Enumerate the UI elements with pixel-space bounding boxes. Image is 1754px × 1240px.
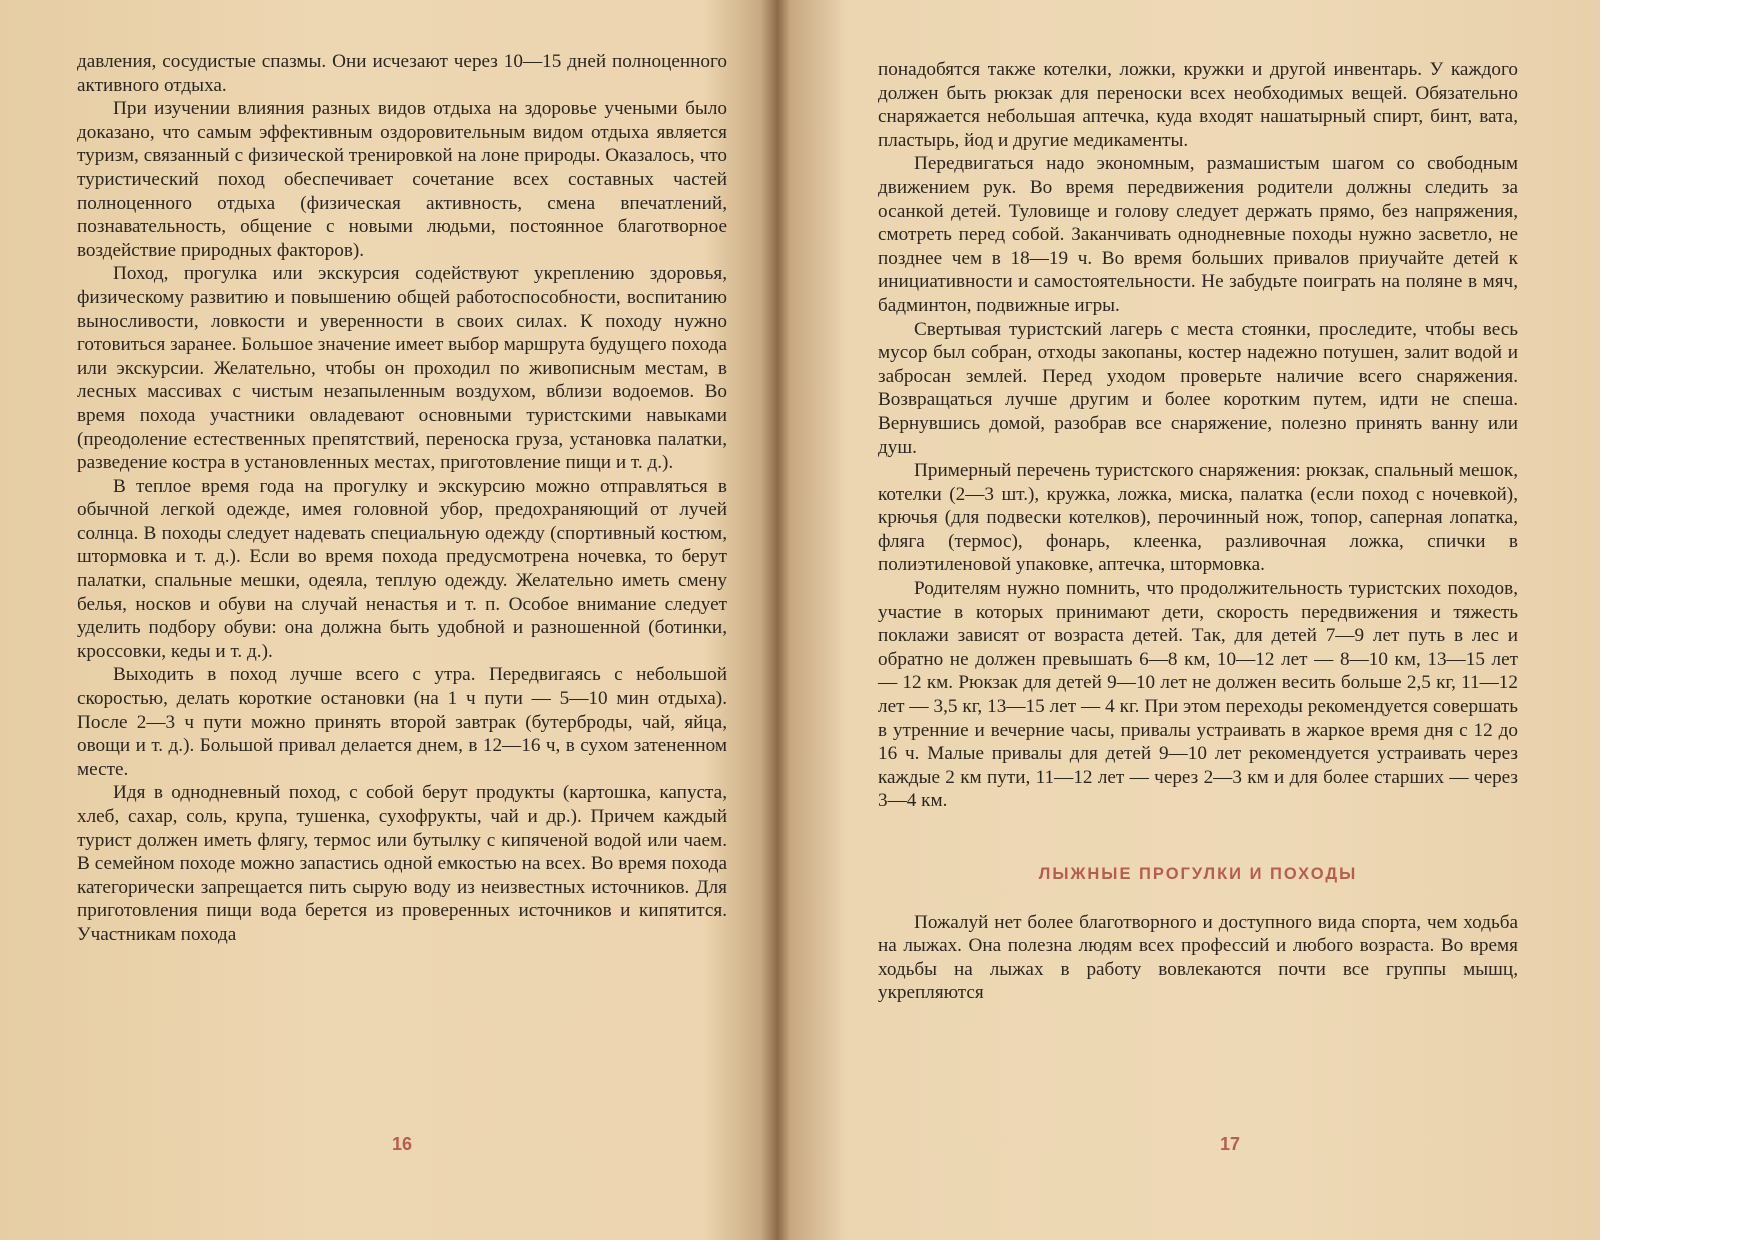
paragraph: Пожалуй нет более благотворного и доступного вида спорта, чем ходьба на лыжах. Она полезна людям всех профессий и любого возраста. Во время ходьбы на лыжах в работу вовлекаются почти все группы мышц, укрепляются bbox=[878, 911, 1518, 1004]
left-page bbox=[0, 0, 790, 1240]
paragraph: Родителям нужно помнить, что продолжительность туристских походов, участие в которых принимают дети, скорость передвижения и тяжесть поклажи зависят от возраста детей. Так, для детей 7—9 лет путь в лес и обратно не должен превышать 6—8 км, 10—12 лет — 8—10 км, 13—15 лет — 12 км. Рюкзак для детей 9—10 лет не должен весить больше 2,5 кг, 11—12 лет — 3,5 кг, 13—15 лет — 4 кг. При этом переходы рекомендуется совершать в утренние и вечерние часы, привалы устраивать в жаркое время дня с 12 до 16 ч. Малые привалы для детей 9—10 лет рекомендуется устраивать через каждые 2 км пути, 11—12 лет — через 2—3 км и для более старших — через 3—4 км. bbox=[878, 578, 1518, 812]
paragraph: Выходить в поход лучше всего с утра. Передвигаясь с небольшой скоростью, делать короткие остановки (на 1 ч пути — 5—10 мин отдыха). После 2—3 ч пути можно принять второй завтрак (бутерброды, чай, яйца, овощи и т. д.). Большой привал делается днем, в 12—16 ч, в сухом затененном месте. bbox=[77, 664, 727, 780]
page-number: 17 bbox=[1219, 1134, 1241, 1154]
paragraph: При изучении влияния разных видов отдыха на здоровье учеными было доказано, что самым эффективным оздоровительным видом отдыха является туризм, связанный с физической тренировкой на лоне природы. Оказалось, что туристический поход обеспечивает сочетание всех составных частей полноценного отдыха (физическая активность, смена впечатлений, познавательность, общение с новыми людьми, постоянное благотворное воздействие природных факторов). bbox=[77, 98, 727, 261]
paragraph: Свертывая туристский лагерь с места стоянки, проследите, чтобы весь мусор был собран, отходы закопаны, костер надежно потушен, залит водой и забросан землей. Перед уходом проверьте наличие всего снаряжения. Возвращаться лучше другим и более коротким путем, идти не спеша. Вернувшись домой, разобрав все снаряжение, полезно принять ванну или душ. bbox=[878, 318, 1518, 458]
right-page-text bbox=[878, 58, 1518, 1005]
paragraph: Передвигаться надо экономным, размашистым шагом со свободным движением рук. Во время передвижения родители должны следить за осанкой детей. Туловище и голову следует держать прямо, без напряжения, смотреть перед собой. Заканчивать однодневные походы нужно засветло, не позднее чем в 18—19 ч. Во время больших привалов приучайте детей к инициативности и самостоятельности. Не забудьте поиграть на поляне в мяч, бадминтон, подвижные игры. bbox=[878, 153, 1518, 316]
paragraph: Идя в однодневный поход, с собой берут продукты (картошка, капуста, хлеб, сахар, соль, крупа, тушенка, сухофрукты, чай и др.). Причем каждый турист должен иметь флягу, термос или бутылку с кипяченой водой или чаем. В семейном походе можно запастись одной емкостью на всех. Во время похода категорически запрещается пить сырую воду из неизвестных источников. Для приготовления пищи вода берется из проверенных источников и кипятится. Участникам похода bbox=[77, 782, 727, 945]
paragraph: давления, сосудистые спазмы. Они исчезают через 10—15 дней полноценного активного отдыха. bbox=[77, 51, 727, 96]
page-number: 16 bbox=[391, 1134, 413, 1154]
paragraph: понадобятся также котелки, ложки, кружки и другой инвентарь. У каждого должен быть рюкзак для переноски всех необходимых вещей. Обязательно снаряжается небольшая аптечка, куда входят нашатырный спирт, бинт, вата, пластырь, йод и другие медикаменты. bbox=[878, 59, 1518, 151]
paragraph: Примерный перечень туристского снаряжения: рюкзак, спальный мешок, котелки (2—3 шт.), кружка, ложка, миска, палатка (если поход с ночевкой), крючья (для подвески котелков), перочинный нож, топор, саперная лопатка, фляга (термос), фонарь, клеенка, разливочная ложка, спички в полиэтиленовой упаковке, аптечка, штормовка. bbox=[878, 460, 1518, 576]
section-heading: ЛЫЖНЫЕ ПРОГУЛКИ И ПОХОДЫ bbox=[1038, 865, 1358, 883]
left-page-text bbox=[77, 50, 727, 947]
right-page bbox=[790, 0, 1600, 1240]
paragraph: Поход, прогулка или экскурсия содействуют укреплению здоровья, физическому развитию и повышению общей работоспособности, воспитанию выносливости, ловкости и уверенности в своих силах. К походу нужно готовиться заранее. Большое значение имеет выбор маршрута будущего похода или экскурсии. Желательно, чтобы он проходил по живописным местам, в лесных массивах с чистым незапыленным воздухом, вблизи водоемов. Во время похода участники овладевают основными туристскими навыками (преодоление естественных препятствий, переноска груза, установка палатки, разведение костра в установленных местах, приготовление пищи и т. д.). bbox=[77, 263, 727, 474]
paragraph: В теплое время года на прогулку и экскурсию можно отправляться в обычной легкой одежде, имея головной убор, предохраняющий от лучей солнца. В походы следует надевать специальную одежду (спортивный костюм, штормовка и т. д.). Если во время похода предусмотрена ночевка, то берут палатки, спальные мешки, одеяла, теплую одежду. Желательно иметь смену белья, носков и обуви на случай ненастья и т. п. Особое внимание следует уделить подбору обуви: она должна быть удобной и разношенной (ботинки, кроссовки, кеды и т. д.). bbox=[77, 475, 727, 662]
